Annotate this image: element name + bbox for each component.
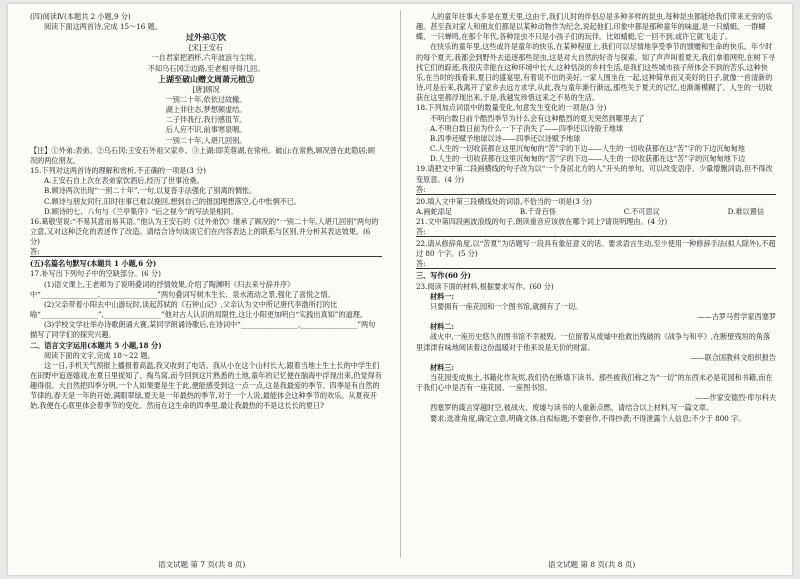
poem-title: 过外弟①饮 xyxy=(186,32,226,43)
option: D.顾诗的七、八句与《兰亭集序》“后之视今”的写法是相同。 xyxy=(44,206,238,216)
option: C.不可思议 xyxy=(623,206,660,216)
poem-line: 二子伴我行,我行感徂节。 xyxy=(165,115,247,125)
question-23: 23.阅读下面的材料,根据要求写作。(60 分) xyxy=(416,281,554,291)
left-column xyxy=(30,12,382,412)
material-text: 战火中,一座历史悠久的图书馆不幸被毁。一位留着从废墟中抢救出残破的《战争与和平》,在断壁残垣的角落里津津有味地阅读着这份温暖对于他来说是无价的财富。 xyxy=(416,332,771,352)
answer-line[interactable]: 答: xyxy=(416,227,776,237)
poem-line: 一别二十年,依依过故辙。 xyxy=(165,94,247,104)
section-heading: 二、语言文字运用(本题共 5 小题,18 分) xyxy=(30,340,162,350)
option: A.王安石自上次在表弟家饮酒后,经历了世事沧桑。 xyxy=(44,176,204,186)
material-label: 材料一: xyxy=(430,291,455,301)
question-stem: 不明白数日前个酷烈季节为什么会有这种酷烈的夏天突然到哪里去了 xyxy=(430,113,645,123)
option-row xyxy=(416,207,776,217)
material-label: 材料三: xyxy=(430,362,455,372)
question-16: 16.葛敬坚说:“不易其意而易其语。”他认为王安石的《过外弟饮》继承了顾况的“一别二十年,人堪几回别”两句的立意,又对这种泛化的表述作了改造。请结合诗句谈谈它们在内容表达上的联系与区别,并分析其表达效果。(6 分) xyxy=(30,216,379,247)
section-intro: 阅读下面这两首诗,完成 15～16 题。 xyxy=(44,22,162,32)
option: D.人生的一切收获都在这里沉甸甸的“苦”字的下边——人生的一切收获都在这“苦”字的沉甸甸地下边 xyxy=(430,154,746,164)
poem-title: 上湖至破山赠文周萧元植③ xyxy=(158,73,254,84)
fill-blank: (3)学校文学社举办诗歌朗诵大赛,某同学朗诵诗歌后,在诗词中“________________,________________”两句描写了同学们的探究兴趣。 xyxy=(30,320,376,340)
column-divider xyxy=(400,10,401,558)
page-footer-left: 语文试题 第 7 页(共 8 页) xyxy=(158,560,246,569)
material-label: 材料二: xyxy=(430,322,455,332)
option: A.不明白数日前为什么一下子消失了——四季还以诗般于地球 xyxy=(430,123,624,133)
option: C.顾诗与朋友同行,旧时往事已难以挽回,想到自己的报国理想落空,心中怅惘不已。 xyxy=(44,196,302,206)
fill-blank: (2)父亲带着小阳去中山游玩时,谈起苏轼的《石钟山记》,父亲认为文中所记唐代李渤所打的比喻“________________”,________________”他对古人认识的局限性,这让小阳更加明白“实践出真知”的道理。 xyxy=(30,299,367,320)
section-heading: (四)阅读Ⅳ(本题共 2 小题,9 分) xyxy=(30,12,131,21)
poem-line: 一别二十年,人堪几回别。 xyxy=(165,135,247,145)
material-source: ——古罗马哲学家西塞罗 xyxy=(697,312,776,322)
material-source: ——联合国教科文组织报告 xyxy=(690,352,776,362)
option: B.千奇百怪 xyxy=(519,206,556,216)
option: C.人生的一切收获都在这里沉甸甸的“苦”字的下边——人生的一切收获都在这“苦”字的下边沉甸甸地 xyxy=(430,144,745,154)
poem-line: 湖上非往态,梦想频虚结。 xyxy=(165,105,247,115)
reading-passage: 在快乐的童年里,这些或许是童年的快乐,在某种程度上,我们可以尽情地享受季节的馈赠和生命的快乐。年少时的每个夏天,我都会到野外去追逐那些昆虫,这是对大自然的好奇与探索。知了声声叫着夏天,我们拿着网兜,在树下寻找它们的踪迹,我很庆幸能在这种环境中长大,这种恬淡的乡村生活,是我们这些城市孩子所体会不到的苦乐,这种快乐,在当时的我看来,夏日的盛宴里,有着说不出的美好,一家人围坐在一起,这种简单而又美好的日子,就像一首清新的诗,可是后来,我离开了家乡去远方求学,从此,我与童年渐行渐远,那些关于夏天的记忆,也渐渐模糊了。人生的一切收获在这里都浮现出来,于是,我越发珍惜这来之不易的生活。 xyxy=(416,42,775,103)
page-footer-right: 语文试题 第 8 页(共 8 页) xyxy=(548,560,636,569)
annotation-note: 【注】①外弟:表弟。②乌石冈:王安石外祖父家乡。③上湖:即芙蓉湖,在常州。破山:在常熟,顾况曾在此隐居;顾况的两位朋友。 xyxy=(30,145,376,165)
question-20: 20.填入文中第三段横线处的词语,不恰当的一项是(3 分) xyxy=(416,196,592,206)
poem-line: 后人应不识,前事寒泉咽。 xyxy=(165,125,247,135)
question-18: 18.下列加点词语中的数量变化,句意发生变化的一项是(3 分) xyxy=(416,103,607,113)
writing-requirements: 要求:选准角度,确定立意,明确文体,自拟标题;不要套作,不得抄袭;不得泄露个人信息;不少于 800 字。 xyxy=(430,413,746,423)
question-22: 22.请从修辞角度,以“苦夏”为话题写一段具有象征意义的话。要求语言生动,至少使用一种修辞手法(拟人除外),不超过 80 个字。(5 分) xyxy=(416,239,776,259)
fill-blank: (1)语文课上,王老师为了说明叠词的抒情效果,介绍了陶渊明《归去来兮辞并序》中“________________,________________”两句叠词写树木生长、泉水流动之景,强化了喜悦之情。 xyxy=(30,279,335,299)
answer-line[interactable]: 答: xyxy=(30,247,382,257)
poem-line: 一自君家把酒杯,六年波浪与尘埃。 xyxy=(151,53,261,63)
reading-passage: 人的童年往事大多是在夏天里,这由于,我们儿时的伴侣总是多种多样的昆虫,每种昆虫都能给我们带来无穷的乐趣。甚至我对家人和朋友们都是以某种动物作为纪念,说起他们,印象中都是那种童年的味道,是一只蜻蜓、一群蝴蝶、一只蝉鸣,在那个年代,各种昆虫不只是小孩子们的玩伴。比如蜻蜓,它一回不到,或许它就飞走了。 xyxy=(416,12,773,42)
section-intro: 阅读下面的文字,完成 18～22 题。 xyxy=(44,350,155,360)
option: B.四季还赋予地球以诗——四季还以诗赋予地球 xyxy=(430,133,581,143)
reading-passage: 这一日,手机天气预报上播报着高温,我又收到了电话。我从小在这个山村长大,跟着当地土生土长的中学生们在田野中追逐嬉戏,在夏日里捉知了、掏鸟窝,而今回到这片熟悉的土地,童年的记忆便在脑海中浮现出来,仍觉得有趣得很。大自然把四季分明,一个人如果要是生于此,便能感受到这一点一点,这是我最爱的季节。四季是有自然的节律的,春天是一年的开始,满眼翠绿,夏天是一年最热的季节,对于一个人说,最能体会这种季节的欢乐。从夏夜开始,我便在心底里体会着季节的变化。然而在这生命的四季里,最让我最热的不是这长长的夏日? xyxy=(30,360,382,411)
option: D.难以置信 xyxy=(727,206,764,216)
section-heading: 三、写作(60 分) xyxy=(416,271,471,281)
question-21: 21.文中第四段画波浪线的句子,朗读重音应该放在哪个词上?请说明理由。(4 分) xyxy=(416,216,668,226)
poem-line: 不知乌石冈②边路,至老相寻得几回。 xyxy=(147,63,265,73)
material-text: 当花园变成焦土,书籍化作灰烬,我们仍在断墙下读书。那些被我们称之为“一切”的东西未必是花园和书籍,而在于我们心中是否有一座花园、一座图书馆。 xyxy=(416,373,773,393)
question-15: 15.下列对这两首诗的理解和赏析,不正确的一项是(3 分) xyxy=(30,166,206,176)
right-column xyxy=(416,12,776,424)
answer-line[interactable]: 答: xyxy=(416,259,776,269)
poem-author: [宋]王安石 xyxy=(188,43,224,53)
material-text: 只要拥有一座花园和一个图书馆,就拥有了一切。 xyxy=(430,301,583,311)
option: B.顾诗两次出现“一别二十年”,一句,以复沓手法强化了别离的惆怅。 xyxy=(44,186,257,196)
material-source: ——作家安德烈·库尔科夫 xyxy=(695,393,776,403)
option: A.画蛇添足 xyxy=(416,206,452,216)
writing-task: 西塞罗的箴言穿越时空,被战火、废墟与读书的人重新点燃。请结合以上材料,写一篇文章。 xyxy=(430,403,714,413)
poem-author: [唐]顾况 xyxy=(192,84,220,94)
question-19: 19.请把文中第二段画横线的句子改为以“一个身居北方的人”开头的单句。可以改变语序、少量增删词语,但不得改变原意。(4 分) xyxy=(416,164,773,184)
section-heading: (五)名篇名句默写(本题共 1 小题,6 分) xyxy=(30,259,157,269)
answer-line[interactable]: 答: xyxy=(416,185,776,195)
question-17: 17.补写出下列句子中的空缺部分。(6 分) xyxy=(30,269,161,279)
exam-sheet xyxy=(8,4,792,575)
